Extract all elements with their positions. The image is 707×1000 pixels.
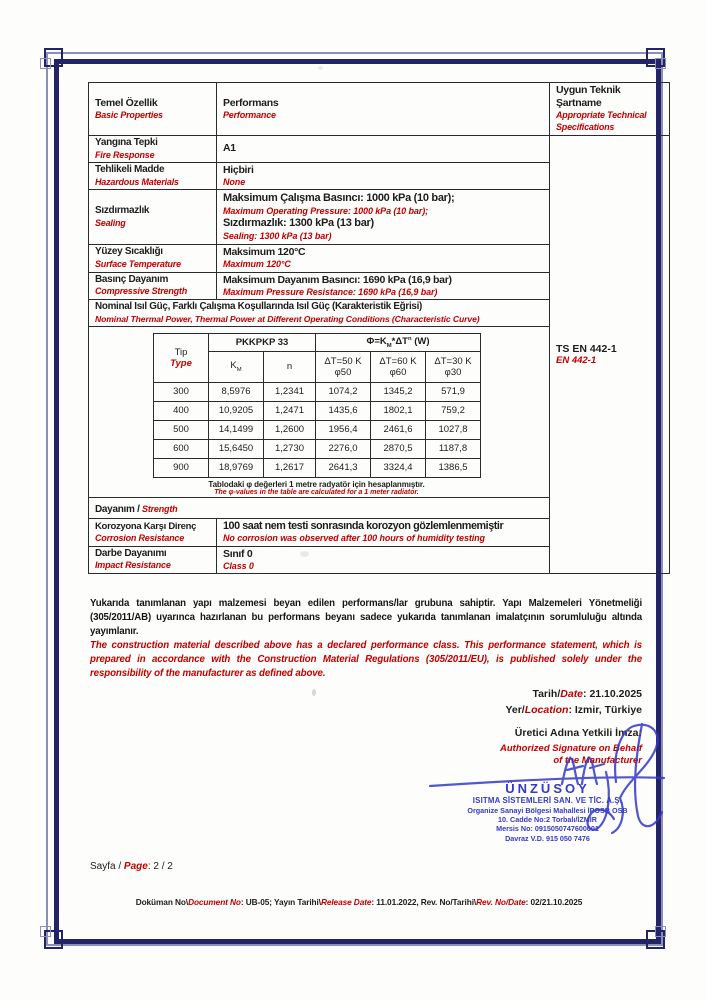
page-label-en: Page bbox=[123, 861, 148, 872]
header-technical-specs bbox=[550, 83, 670, 136]
inner-cell: 400 bbox=[154, 401, 209, 420]
table-row-fire bbox=[89, 136, 670, 163]
corrosion-label-cell bbox=[89, 518, 217, 546]
impact-label-cell bbox=[89, 546, 217, 573]
phi-formula-header bbox=[316, 333, 481, 351]
nominal-title-en: Nominal Thermal Power, Thermal Power at Different Operating Conditions (Characteristic Curve) bbox=[95, 313, 480, 324]
signature-ink bbox=[420, 712, 675, 847]
dt-line2: φ60 bbox=[389, 366, 407, 378]
row-value-en: No corrosion was observed after 100 hours of humidity testing bbox=[223, 533, 485, 544]
phi-part: *ΔT bbox=[391, 336, 408, 347]
row-label-tr: Sızdırmazlık bbox=[95, 205, 150, 217]
row-value-en: Maximum 120°C bbox=[223, 259, 291, 270]
inner-cell: 1345,2 bbox=[371, 382, 426, 401]
header-label-en: Performance bbox=[223, 109, 276, 120]
table-header-row bbox=[89, 83, 670, 136]
date-label-en: Date bbox=[560, 688, 584, 700]
dt-line2: φ30 bbox=[444, 366, 462, 378]
inner-cell: 759,2 bbox=[426, 401, 481, 420]
inner-cell: 900 bbox=[154, 458, 209, 477]
tip-header-cell bbox=[154, 333, 209, 382]
row-value-en: Maximum Pressure Resistance: 1690 kPa (16,9 bar) bbox=[223, 286, 438, 297]
table-note-en: The φ-values in the table are calculated for a 1 meter radiator. bbox=[214, 488, 419, 496]
stamp-line: Mersis No: 0915050747600001 bbox=[496, 824, 599, 834]
inner-cell: 10,9205 bbox=[209, 401, 264, 420]
performance-table bbox=[88, 82, 670, 574]
row-value-en: None bbox=[223, 176, 246, 187]
row-label-tr: Yüzey Sıcaklığı bbox=[95, 246, 163, 258]
statement-tr: Yukarıda tanımlanan yapı malzemesi beyan edilen performans/lar grubuna sahiptir. Yapı Malzemeleri Yönetmeliği (305/2011/AB) uyarınca hazırlanan bu performans beyanı sadece yukarıda tanımlanan imalatçının sorumluluğu altında yayımlanır. bbox=[90, 598, 642, 638]
n-header-cell: n bbox=[264, 351, 316, 382]
inner-cell: 1,2730 bbox=[264, 439, 316, 458]
inner-cell: 1,2617 bbox=[264, 458, 316, 477]
model-group-header: PKKPKP 33 bbox=[209, 333, 316, 351]
km-part: K bbox=[230, 360, 237, 372]
row-value-en: Sealing: 1300 kPa (13 bar) bbox=[223, 230, 332, 241]
page-label-tr: Sayfa / bbox=[90, 861, 124, 872]
characteristic-data-cell bbox=[89, 326, 550, 497]
pressure-label-cell bbox=[89, 272, 217, 299]
thermal-power-table bbox=[153, 333, 481, 478]
footer-rev-value: : 02/21.10.2025 bbox=[525, 897, 583, 907]
standard-cell bbox=[550, 136, 670, 574]
nominal-title-cell bbox=[89, 299, 550, 326]
inner-cell: 2276,0 bbox=[316, 439, 371, 458]
inner-cell: 14,1499 bbox=[209, 420, 264, 439]
dt-line1: ΔT=60 K bbox=[379, 355, 417, 367]
page-number bbox=[90, 861, 173, 872]
km-header-cell bbox=[209, 351, 264, 382]
sealing-value-cell bbox=[217, 190, 550, 245]
declaration-statement bbox=[90, 597, 642, 681]
inner-cell: 600 bbox=[154, 439, 209, 458]
inner-cell: 1027,8 bbox=[426, 420, 481, 439]
row-label-en: Surface Temperature bbox=[95, 258, 181, 269]
page-value: : 2 / 2 bbox=[147, 861, 173, 872]
inner-data-row bbox=[154, 401, 481, 420]
row-label-tr: Yangına Tepki bbox=[95, 137, 158, 148]
dt30-header-cell bbox=[426, 351, 481, 382]
inner-cell: 18,9769 bbox=[209, 458, 264, 477]
stamp-line: Organize Sanayi Bölgesi Mahallesi İPOSB OSB bbox=[467, 805, 628, 815]
inner-data-row bbox=[154, 420, 481, 439]
inner-cell: 1435,6 bbox=[316, 401, 371, 420]
row-label-en: Corrosion Resistance bbox=[95, 532, 185, 543]
corner-ornament bbox=[40, 926, 51, 937]
inner-cell: 1074,2 bbox=[316, 382, 371, 401]
hazard-label-cell bbox=[89, 162, 217, 189]
inner-cell: 1187,8 bbox=[426, 439, 481, 458]
header-label-en: Appropriate Technical Specifications bbox=[556, 110, 647, 132]
inner-cell: 2870,5 bbox=[371, 439, 426, 458]
location-value: : Izmir, Türkiye bbox=[568, 704, 642, 717]
stamp-line: Davraz V.D. 915 050 7476 bbox=[505, 833, 590, 843]
inner-cell: 1386,5 bbox=[426, 458, 481, 477]
row-value-tr: Maksimum 120°C bbox=[223, 246, 306, 259]
fire-value-cell bbox=[217, 136, 550, 163]
inner-cell: 1,2600 bbox=[264, 420, 316, 439]
header-label-tr: Performans bbox=[223, 96, 279, 109]
row-label-en: Sealing bbox=[95, 217, 126, 228]
corner-ornament bbox=[655, 58, 666, 69]
strength-label-en: Strength bbox=[142, 503, 178, 514]
inner-data-row bbox=[154, 382, 481, 401]
phi-part: Φ=K bbox=[366, 336, 387, 347]
statement-en: The construction material described above has a declared performance class. This performance statement, which is prepared in accordance with the Construction Material Regulations (305/2011/EU), is published solely under the responsibility of the manufacturer as defined above. bbox=[90, 640, 642, 680]
strength-header-cell bbox=[89, 497, 550, 518]
date-label-tr: Tarih/ bbox=[532, 688, 561, 700]
dt-line1: ΔT=50 K bbox=[324, 355, 362, 367]
footer-release-value: : 11.01.2022, Rev. No/Tarihi\ bbox=[371, 897, 477, 907]
header-performance bbox=[217, 83, 550, 136]
row-label-tr: Darbe Dayanımı bbox=[95, 547, 167, 559]
nominal-title-tr: Nominal Isıl Güç, Farklı Çalışma Koşullarında Isıl Güç (Karakteristik Eğrisi) bbox=[95, 301, 423, 313]
stamp-line: ISITMA SİSTEMLERİ SAN. VE TİC. A.Ş. bbox=[472, 795, 623, 805]
inner-cell: 500 bbox=[154, 420, 209, 439]
footer-doc-label-en: Document No bbox=[188, 897, 241, 907]
row-value-tr: Maksimum Çalışma Basıncı: 1000 kPa (10 bar); bbox=[223, 192, 455, 205]
row-label-tr: Korozyona Karşı Direnç bbox=[95, 520, 197, 532]
row-value-en: Maximum Operating Pressure: 1000 kPa (10 bar); bbox=[223, 205, 428, 216]
corner-ornament bbox=[655, 926, 666, 937]
row-value-en: Class 0 bbox=[223, 560, 254, 571]
scan-speck bbox=[300, 551, 309, 557]
dt50-header-cell bbox=[316, 351, 371, 382]
footer-doc-value: : UB-05; Yayın Tarihi\ bbox=[240, 897, 321, 907]
surface-label-cell bbox=[89, 245, 217, 272]
inner-cell: 1956,4 bbox=[316, 420, 371, 439]
location-label-tr: Yer/ bbox=[505, 704, 525, 717]
inner-cell: 571,9 bbox=[426, 382, 481, 401]
inner-cell: 3324,4 bbox=[371, 458, 426, 477]
sealing-label-cell bbox=[89, 190, 217, 245]
header-label-tr: Uygun Teknik Şartname bbox=[556, 84, 621, 110]
impact-value-cell bbox=[217, 546, 550, 573]
row-value-tr: Sızdırmazlık: 1300 kPa (13 bar) bbox=[223, 217, 374, 230]
date-value: : 21.10.2025 bbox=[583, 688, 642, 700]
tip-label-en: Type bbox=[170, 357, 192, 369]
surface-value-cell bbox=[217, 245, 550, 272]
row-label-tr: Basınç Dayanım bbox=[95, 273, 169, 285]
dt60-header-cell bbox=[371, 351, 426, 382]
sign-title-en2: of the Manufacturer bbox=[553, 754, 642, 766]
inner-data-row bbox=[154, 458, 481, 477]
phi-part: (W) bbox=[411, 336, 430, 347]
km-sub: M bbox=[236, 367, 242, 374]
tip-label-tr: Tip bbox=[174, 346, 188, 358]
location-label-en: Location bbox=[524, 704, 569, 717]
row-label-en: Impact Resistance bbox=[95, 560, 171, 571]
row-value-tr: Hiçbiri bbox=[223, 163, 254, 176]
date-line bbox=[505, 686, 642, 702]
inner-cell: 15,6450 bbox=[209, 439, 264, 458]
header-label-tr: Temel Özellik bbox=[95, 96, 158, 109]
footer-doc-label-tr: Doküman No\ bbox=[135, 897, 189, 907]
row-label-en: Hazardous Materials bbox=[95, 176, 179, 187]
sign-title-tr: Üretici Adına Yetkili İmza: bbox=[514, 727, 642, 739]
row-label-en: Fire Response bbox=[95, 149, 155, 160]
inner-header-row-1 bbox=[154, 333, 481, 351]
row-label-tr: Tehlikeli Madde bbox=[95, 164, 165, 176]
corner-ornament bbox=[40, 58, 51, 69]
footer-rev-label-en: Rev. No/Date bbox=[476, 897, 526, 907]
row-value-tr: Maksimum Dayanım Basıncı: 1690 kPa (16,9 bar) bbox=[223, 273, 452, 286]
dt-line1: ΔT=30 K bbox=[434, 355, 472, 367]
sign-title-en1: Authorized Signature on Behalf bbox=[500, 742, 642, 754]
scan-speck bbox=[318, 66, 323, 70]
document-footer bbox=[88, 897, 630, 907]
inner-cell: 300 bbox=[154, 382, 209, 401]
row-value-tr: Sınıf 0 bbox=[223, 547, 253, 560]
phi-sup: n bbox=[407, 335, 412, 342]
row-value: A1 bbox=[223, 142, 236, 155]
inner-cell: 8,5976 bbox=[209, 382, 264, 401]
inner-cell: 1,2471 bbox=[264, 401, 316, 420]
stamp-line: 10. Cadde No:2 Torbalı/İZMİR bbox=[498, 815, 597, 825]
row-value-tr: 100 saat nem testi sonrasında korozyon gözlemlenmemiştir bbox=[223, 519, 504, 532]
inner-data-row bbox=[154, 439, 481, 458]
row-label-en: Compressive Strength bbox=[95, 286, 188, 297]
fire-label-cell bbox=[89, 136, 217, 163]
dt-line2: φ50 bbox=[334, 366, 352, 378]
inner-cell: 1802,1 bbox=[371, 401, 426, 420]
table-note-tr: Tablodaki φ değerleri 1 metre radyatör için hesaplanmıştır. bbox=[208, 479, 425, 489]
corrosion-value-cell bbox=[217, 518, 550, 546]
pressure-value-cell bbox=[217, 272, 550, 299]
header-label-en: Basic Properties bbox=[95, 109, 163, 120]
standard-code-en: EN 442-1 bbox=[556, 354, 597, 366]
inner-table-wrap bbox=[153, 333, 480, 496]
inner-cell: 2641,3 bbox=[316, 458, 371, 477]
footer-release-label-en: Release Date bbox=[320, 897, 372, 907]
stamp-company-name: ÜNZÜSOY bbox=[505, 781, 590, 796]
scan-speck bbox=[312, 689, 316, 696]
phi-sub: M bbox=[386, 342, 392, 349]
inner-cell: 2461,6 bbox=[371, 420, 426, 439]
inner-cell: 1,2341 bbox=[264, 382, 316, 401]
standard-code-tr: TS EN 442-1 bbox=[556, 342, 617, 355]
strength-label-tr: Dayanım / bbox=[95, 503, 143, 515]
header-basic-properties bbox=[89, 83, 217, 136]
hazard-value-cell bbox=[217, 162, 550, 189]
